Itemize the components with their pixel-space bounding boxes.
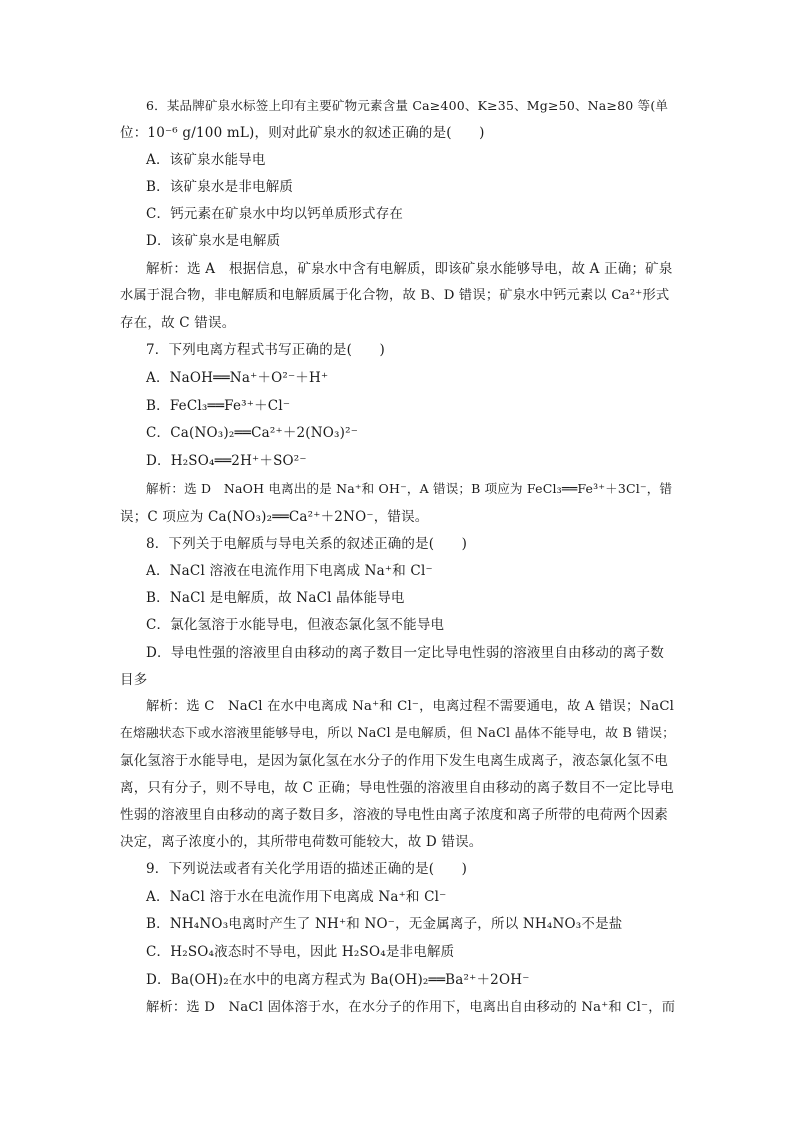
question-6-analysis-line-3: 存在，故 C 错误。 [120, 315, 236, 331]
question-8-analysis-line-4: 离，只有分子，则不导电，故 C 正确；导电性强的溶液里自由移动的离子数目不一定比导电 [120, 780, 674, 796]
question-9-option-b: B．NH₄NO₃电离时产生了 NH⁺和 NO⁻，无金属离子，所以 NH₄NO₃不是盐 [146, 916, 623, 932]
question-9-analysis-line-1: 解析：选 D NaCl 固体溶于水，在水分子的作用下，电离出自由移动的 Na⁺和 Cl⁻，而 [146, 1000, 676, 1015]
question-7-analysis-line-1: 解析：选 D NaOH 电离出的是 Na⁺和 OH⁻，A 错误；B 项应为 FeCl₃══Fe³⁺＋3Cl⁻，错 [146, 481, 673, 496]
question-6-analysis-line-1: 解析：选 A 根据信息，矿泉水中含有电解质，即该矿泉水能够导电，故 A 正确；矿泉 [146, 261, 673, 277]
question-8-option-d-line-1: D．导电性强的溶液里自由移动的离子数目一定比导电性弱的溶液里自由移动的离子数 [146, 645, 664, 661]
question-6-option-a: A．该矿泉水能导电 [146, 152, 266, 168]
question-9-option-a: A．NaCl 溶于水在电流作用下电离成 Na⁺和 Cl⁻ [146, 889, 447, 905]
question-8-analysis-line-1: 解析：选 C NaCl 在水中电离成 Na⁺和 Cl⁻，电离过程不需要通电，故 A 错误；NaCl [146, 699, 675, 714]
question-8-option-d-line-2: 目多 [120, 672, 148, 688]
question-8-analysis-line-6: 决定，离子浓度小的，其所带电荷数可能较大，故 D 错误。 [120, 834, 483, 850]
question-6-stem-line-1: 6．某品牌矿泉水标签上印有主要矿物元素含量 Ca≥400、K≥35、Mg≥50、Na≥80 等(单 [146, 98, 669, 113]
question-9-stem: 9．下列说法或者有关化学用语的描述正确的是( ) [146, 861, 468, 877]
question-6-analysis-line-2: 水属于混合物，非电解质和电解质属于化合物，故 B、D 错误；矿泉水中钙元素以 Ca²⁺形式 [120, 288, 670, 303]
question-8-option-c: C．氯化氢溶于水能导电，但液态氯化氢不能导电 [146, 617, 445, 633]
question-7-stem: 7．下列电离方程式书写正确的是( ) [146, 342, 385, 358]
question-8-stem: 8．下列关于电解质与导电关系的叙述正确的是( ) [146, 536, 468, 552]
question-6-option-d: D．该矿泉水是电解质 [146, 233, 281, 249]
question-8-option-b: B．NaCl 是电解质，故 NaCl 晶体能导电 [146, 590, 405, 606]
question-6-option-b: B．该矿泉水是非电解质 [146, 179, 294, 195]
question-8-analysis-line-5: 性弱的溶液里自由移动的离子数目多，溶液的导电性由离子浓度和离子所带的电荷两个因素 [120, 807, 668, 823]
question-9-option-d: D．Ba(OH)₂在水中的电离方程式为 Ba(OH)₂══Ba²⁺＋2OH⁻ [146, 972, 530, 988]
question-9-option-c: C．H₂SO₄液态时不导电，因此 H₂SO₄是非电解质 [146, 944, 455, 960]
question-7-analysis-line-2: 误；C 项应为 Ca(NO₃)₂══Ca²⁺＋2NO⁻，错误。 [120, 509, 429, 525]
question-6-option-c: C．钙元素在矿泉水中均以钙单质形式存在 [146, 206, 404, 222]
question-8-analysis-line-3: 氯化氢溶于水能导电，是因为氯化氢在水分子的作用下发生电离生成离子，液态氯化氢不电 [120, 753, 668, 769]
question-7-option-b: B．FeCl₃══Fe³⁺＋Cl⁻ [146, 398, 291, 414]
question-8-analysis-line-2: 在熔融状态下或水溶液里能够导电，所以 NaCl 是电解质，但 NaCl 晶体不能导电，故 B 错误； [120, 726, 676, 741]
question-8-option-a: A．NaCl 溶液在电流作用下电离成 Na⁺和 Cl⁻ [146, 563, 433, 579]
question-7-option-d: D．H₂SO₄══2H⁺＋SO²⁻ [146, 453, 307, 469]
question-7-option-c: C．Ca(NO₃)₂══Ca²⁺＋2(NO₃)²⁻ [146, 425, 359, 441]
question-6-stem-line-2: 位：10⁻⁶ g/100 mL)，则对此矿泉水的叙述正确的是( ) [120, 125, 485, 141]
question-7-option-a: A．NaOH══Na⁺＋O²⁻＋H⁺ [146, 370, 329, 386]
